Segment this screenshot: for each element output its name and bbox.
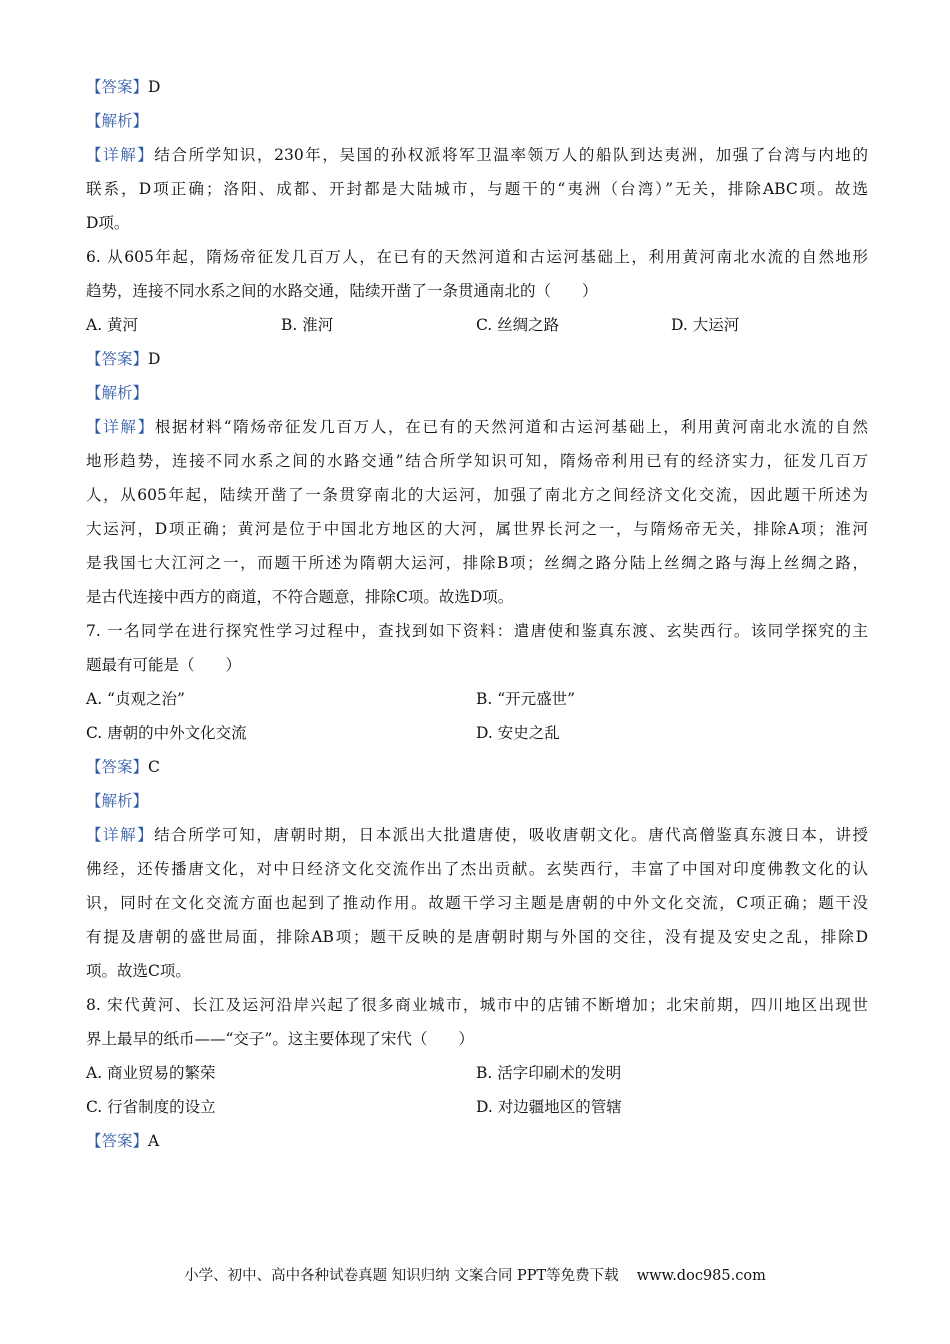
q8-stem-line: 界上最早的纸币——“交子”。这主要体现了宋代（ ） bbox=[86, 1030, 474, 1048]
q7-analysis-tag: 【解析】 bbox=[86, 792, 149, 810]
q7-options-row bbox=[86, 682, 868, 716]
q6-option-c: C. 丝绸之路 bbox=[476, 316, 560, 334]
q5-analysis-tag: 【解析】 bbox=[86, 112, 149, 130]
q5-answer bbox=[86, 70, 868, 104]
q6-stem-line: 趋势，连接不同水系之间的水路交通，陆续开凿了一条贯通南北的（ ） bbox=[86, 282, 598, 300]
q8-answer: 【答案】A bbox=[86, 1132, 160, 1150]
q6-options bbox=[86, 308, 868, 342]
q7-detail-line: 佛经，还传播唐文化，对中日经济文化交流作出了杰出贡献。玄奘西行，丰富了中国对印度佛教文化的认 bbox=[86, 860, 868, 878]
q7-option-b: B. “开元盛世” bbox=[476, 690, 576, 708]
q7-options-row bbox=[86, 716, 868, 750]
q6-detail-line: 【详解】根据材料“隋炀帝征发几百万人，在已有的天然河道和古运河基础上，利用黄河南北水流的自然 bbox=[86, 418, 868, 436]
q7-option-a: A. “贞观之治” bbox=[86, 690, 185, 708]
q7-detail-line: 【详解】结合所学可知，唐朝时期，日本派出大批遣唐使，吸收唐朝文化。唐代高僧鉴真东渡日本，讲授 bbox=[86, 826, 868, 844]
q8-options-row bbox=[86, 1090, 868, 1124]
q6-option-d: D. 大运河 bbox=[671, 316, 740, 334]
q6-detail-line: 地形趋势，连接不同水系之间的水路交通”结合所学知识可知，隋炀帝利用已有的经济实力，征发几百万 bbox=[86, 452, 868, 470]
q8-option-d: D. 对边疆地区的管辖 bbox=[476, 1098, 622, 1116]
detail-tag: 【详解】 bbox=[86, 146, 155, 164]
q5-detail-line: 【详解】结合所学知识，230年，吴国的孙权派将军卫温率领万人的船队到达夷洲，加强了台湾与内地的 bbox=[86, 146, 868, 164]
q8-stem-line: 8. 宋代黄河、长江及运河沿岸兴起了很多商业城市，城市中的店铺不断增加；北宋前期，四川地区出现世 bbox=[86, 996, 868, 1014]
q7-detail-line: 识，同时在文化交流方面也起到了推动作用。故题干学习主题是唐朝的中外文化交流，C项正确；题干没 bbox=[86, 894, 868, 912]
q6-detail-line: 大运河，D项正确；黄河是位于中国北方地区的大河，属世界长河之一，与隋炀帝无关，排除A项；淮河 bbox=[86, 520, 868, 538]
q8-option-c: C. 行省制度的设立 bbox=[86, 1098, 216, 1116]
q5-detail-line: D项。 bbox=[86, 214, 130, 232]
q7-option-c: C. 唐朝的中外文化交流 bbox=[86, 724, 247, 742]
q8-options-row bbox=[86, 1056, 868, 1090]
q6-analysis-tag: 【解析】 bbox=[86, 384, 149, 402]
q6-stem-line: 6. 从605年起，隋炀帝征发几百万人，在已有的天然河道和古运河基础上，利用黄河南北水流的自然地形 bbox=[86, 248, 868, 266]
q6-detail-line: 是我国七大江河之一，而题干所述为隋朝大运河，排除B项；丝绸之路分陆上丝绸之路与海上丝绸之路， bbox=[86, 554, 868, 572]
q7-stem-line: 7. 一名同学在进行探究性学习过程中，查找到如下资料：遣唐使和鉴真东渡、玄奘西行。该同学探究的主 bbox=[86, 622, 868, 640]
q5-detail-line: 联系，D项正确；洛阳、成都、开封都是大陆城市，与题干的“夷洲（台湾）”无关，排除ABC项。故选 bbox=[86, 180, 868, 198]
q8-option-a: A. 商业贸易的繁荣 bbox=[86, 1064, 216, 1082]
q7-answer: 【答案】C bbox=[86, 758, 160, 776]
footer-text: 小学、初中、高中各种试卷真题 知识归纳 文案合同 PPT等免费下载 bbox=[184, 1268, 619, 1284]
page-footer bbox=[0, 1264, 950, 1285]
q6-detail-line: 是古代连接中西方的商道，不符合题意，排除C项。故选D项。 bbox=[86, 588, 514, 606]
footer-url[interactable]: www.doc985.com bbox=[636, 1268, 766, 1284]
q7-detail-line: 有提及唐朝的盛世局面，排除AB项；题干反映的是唐朝时期与外国的交往，没有提及安史之乱，排除D bbox=[86, 928, 868, 946]
q6-answer: 【答案】D bbox=[86, 350, 161, 368]
q7-stem-line: 题最有可能是（ ） bbox=[86, 656, 242, 674]
q7-detail-line: 项。故选C项。 bbox=[86, 962, 191, 980]
q6-detail-line: 人，从605年起，陆续开凿了一条贯穿南北的大运河，加强了南北方之间经济文化交流，因此题干所述为 bbox=[86, 486, 868, 504]
q8-option-b: B. 活字印刷术的发明 bbox=[476, 1064, 622, 1082]
q6-option-a: A. 黄河 bbox=[86, 316, 139, 334]
document-content bbox=[86, 70, 868, 1158]
q5-answer-value: D bbox=[148, 78, 161, 96]
q7-option-d: D. 安史之乱 bbox=[476, 724, 560, 742]
answer-tag: 【答案】 bbox=[86, 78, 149, 96]
q6-option-b: B. 淮河 bbox=[281, 316, 334, 334]
